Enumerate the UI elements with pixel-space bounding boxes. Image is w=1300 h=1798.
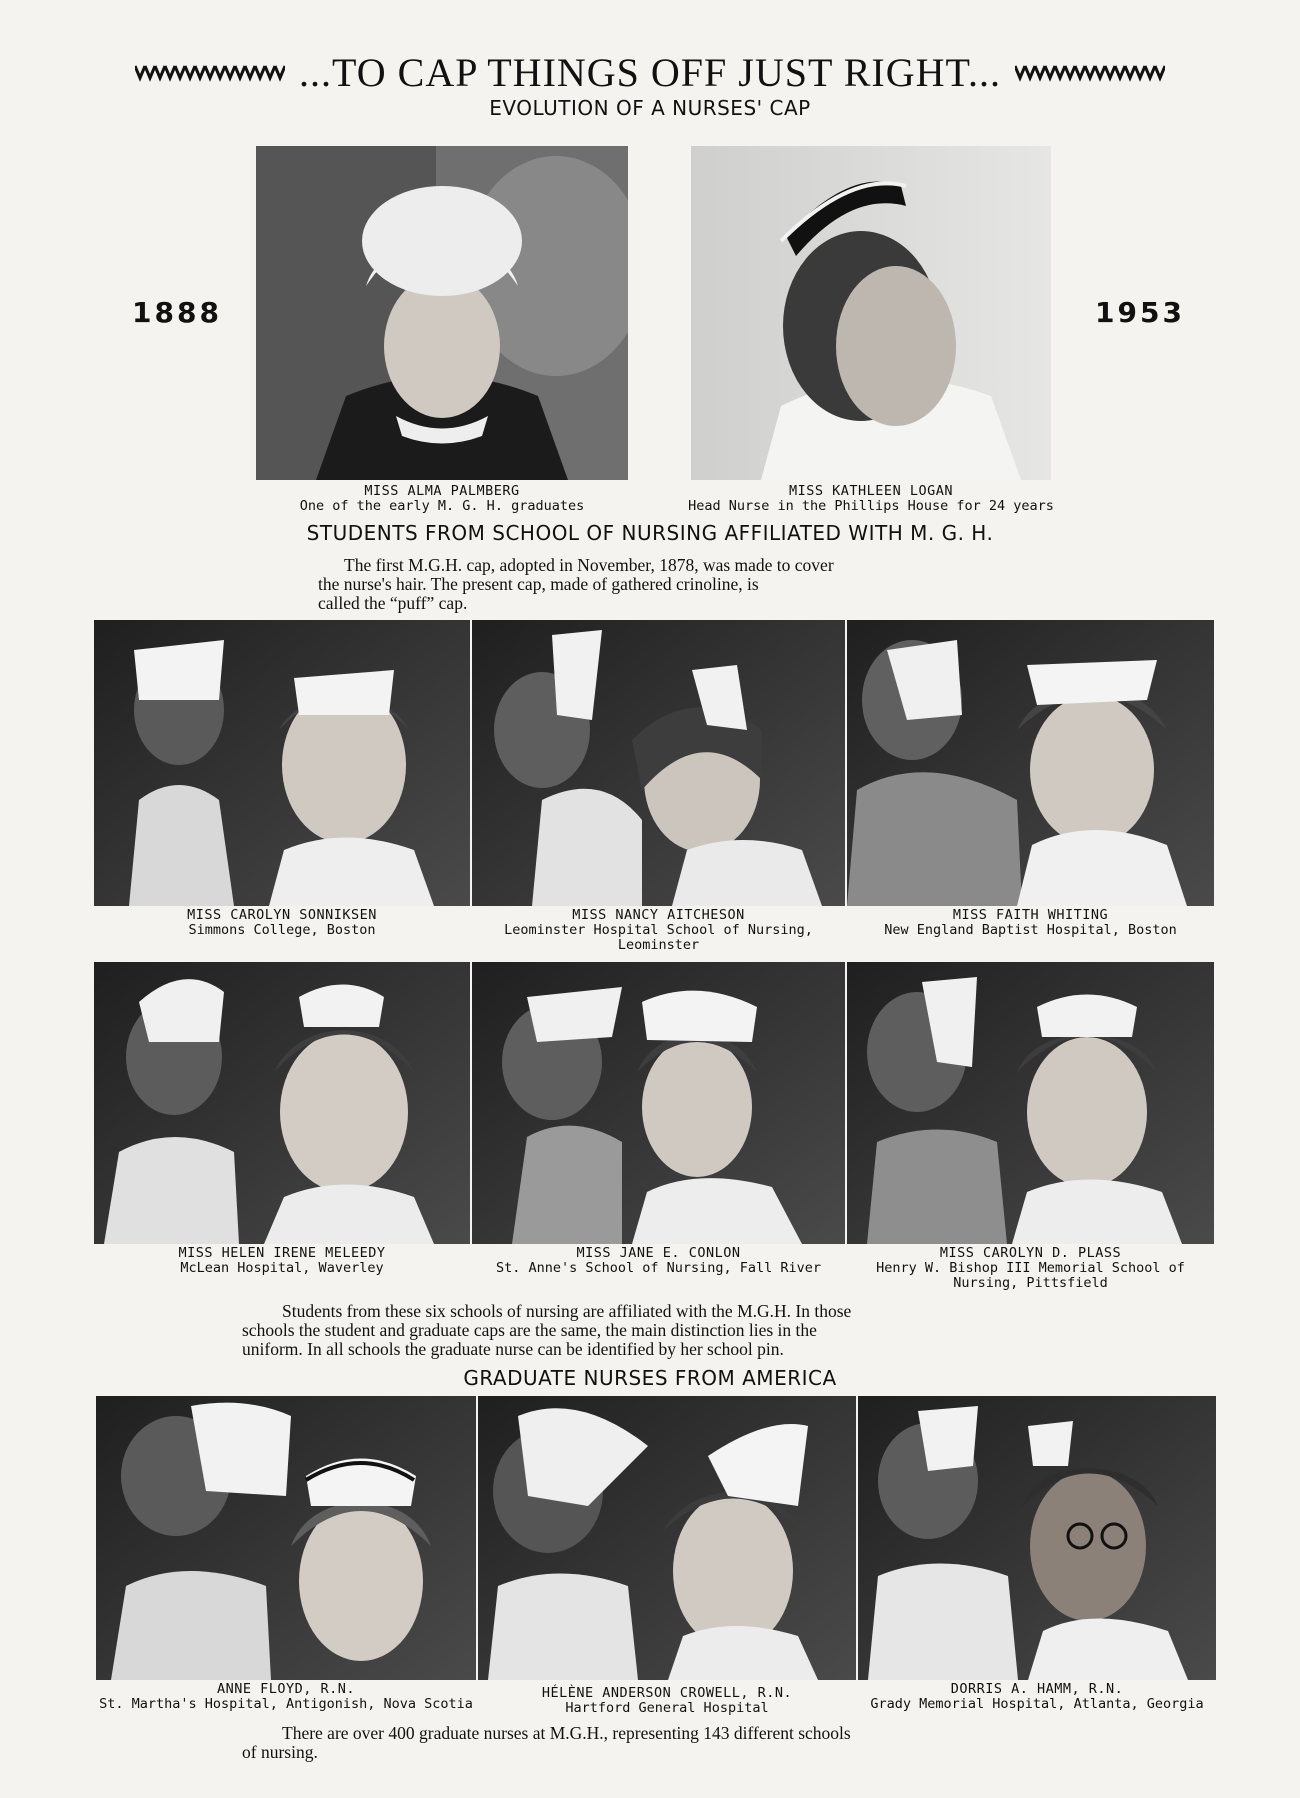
caption-carolyn-sonniksen	[94, 908, 470, 938]
caption-alma-palmberg	[256, 484, 628, 514]
section-heading-graduates: GRADUATE NURSES FROM AMERICA	[463, 1366, 837, 1390]
caption-school: Grady Memorial Hospital, Atlanta, Georgia	[870, 1696, 1204, 1712]
caption-school: Nursing, Pittsfield	[953, 1275, 1108, 1291]
caption-name: MISS ALMA PALMBERG	[364, 483, 520, 499]
paragraph-line: Students from these six schools of nursing are affiliated with the M.G.H. In those	[282, 1301, 852, 1321]
paragraph-line: The first M.G.H. cap, adopted in November, 1878, was made to cover	[344, 555, 834, 575]
year-label-1953: 1953	[1095, 296, 1185, 329]
caption-name: MISS NANCY AITCHESON	[572, 907, 745, 923]
photo-helene-anderson-crowell	[478, 1396, 856, 1680]
caption-detail: Head Nurse in the Phillips House for 24 years	[688, 498, 1054, 514]
footer-paragraph	[242, 1724, 851, 1762]
section-heading-students: STUDENTS FROM SCHOOL OF NURSING AFFILIATED WITH M. G. H.	[306, 521, 994, 545]
affiliation-paragraph	[242, 1302, 851, 1359]
photo-helen-irene-meleedy	[94, 962, 470, 1244]
photo-alma-palmberg	[256, 146, 628, 480]
caption-anne-floyd	[76, 1682, 496, 1712]
year-label-1888: 1888	[132, 296, 222, 329]
caption-name: MISS KATHLEEN LOGAN	[789, 483, 953, 499]
page-title: ...TO CAP THINGS OFF JUST RIGHT...	[299, 49, 1001, 95]
caption-name: MISS CAROLYN D. PLASS	[939, 1245, 1122, 1261]
caption-school: Leominster Hospital School of Nursing,	[504, 922, 813, 938]
intro-paragraph	[318, 556, 834, 613]
photo-dorris-a-hamm	[858, 1396, 1216, 1680]
caption-kathleen-logan	[676, 484, 1066, 514]
caption-helene-anderson-crowell	[478, 1686, 856, 1716]
photo-anne-floyd	[96, 1396, 476, 1680]
paragraph-line: schools the student and graduate caps are the same, the main distinction lies in the	[242, 1320, 817, 1340]
caption-name: HÉLÈNE ANDERSON CROWELL, R.N.	[541, 1685, 793, 1701]
caption-dorris-a-hamm	[858, 1682, 1216, 1712]
paragraph-line: of nursing.	[242, 1742, 318, 1762]
paragraph-line: called the “puff” cap.	[318, 593, 468, 613]
caption-school: Simmons College, Boston	[188, 922, 376, 938]
caption-name: MISS FAITH WHITING	[952, 907, 1109, 923]
photo-faith-whiting	[847, 620, 1214, 906]
caption-school: Hartford General Hospital	[565, 1700, 769, 1716]
photo-jane-e-conlon	[472, 962, 845, 1244]
caption-school: New England Baptist Hospital, Boston	[884, 922, 1177, 938]
caption-nancy-aitcheson	[472, 908, 845, 953]
caption-name: DORRIS A. HAMM, R.N.	[950, 1681, 1124, 1697]
caption-school: St. Anne's School of Nursing, Fall River	[495, 1260, 822, 1276]
caption-jane-e-conlon	[472, 1246, 845, 1276]
caption-name: ANNE FLOYD, R.N.	[216, 1681, 356, 1697]
section-heading-evolution: EVOLUTION OF A NURSES' CAP	[489, 96, 811, 120]
photo-carolyn-d-plass	[847, 962, 1214, 1244]
caption-detail: One of the early M. G. H. graduates	[299, 498, 585, 514]
caption-name: MISS CAROLYN SONNIKSEN	[187, 907, 377, 923]
photo-kathleen-logan	[691, 146, 1051, 480]
caption-school: St. Martha's Hospital, Antigonish, Nova Scotia	[99, 1696, 473, 1712]
page-header	[85, 42, 1215, 102]
paragraph-line: the nurse's hair. The present cap, made of gathered crinoline, is	[318, 574, 759, 594]
zigzag-ornament-right	[1015, 62, 1165, 82]
paragraph-line: There are over 400 graduate nurses at M.G.H., representing 143 different schools	[282, 1723, 851, 1743]
caption-name: MISS HELEN IRENE MELEEDY	[178, 1245, 386, 1261]
caption-helen-irene-meleedy	[94, 1246, 470, 1276]
caption-faith-whiting	[847, 908, 1214, 938]
caption-name: MISS JANE E. CONLON	[576, 1245, 741, 1261]
caption-school: McLean Hospital, Waverley	[180, 1260, 384, 1276]
zigzag-ornament-left	[135, 62, 285, 82]
caption-school: Henry W. Bishop III Memorial School of	[876, 1260, 1185, 1276]
photo-carolyn-sonniksen	[94, 620, 470, 906]
caption-carolyn-d-plass	[847, 1246, 1214, 1291]
paragraph-line: uniform. In all schools the graduate nurse can be identified by her school pin.	[242, 1339, 784, 1359]
photo-nancy-aitcheson	[472, 620, 845, 906]
caption-school: Leominster	[617, 937, 700, 953]
